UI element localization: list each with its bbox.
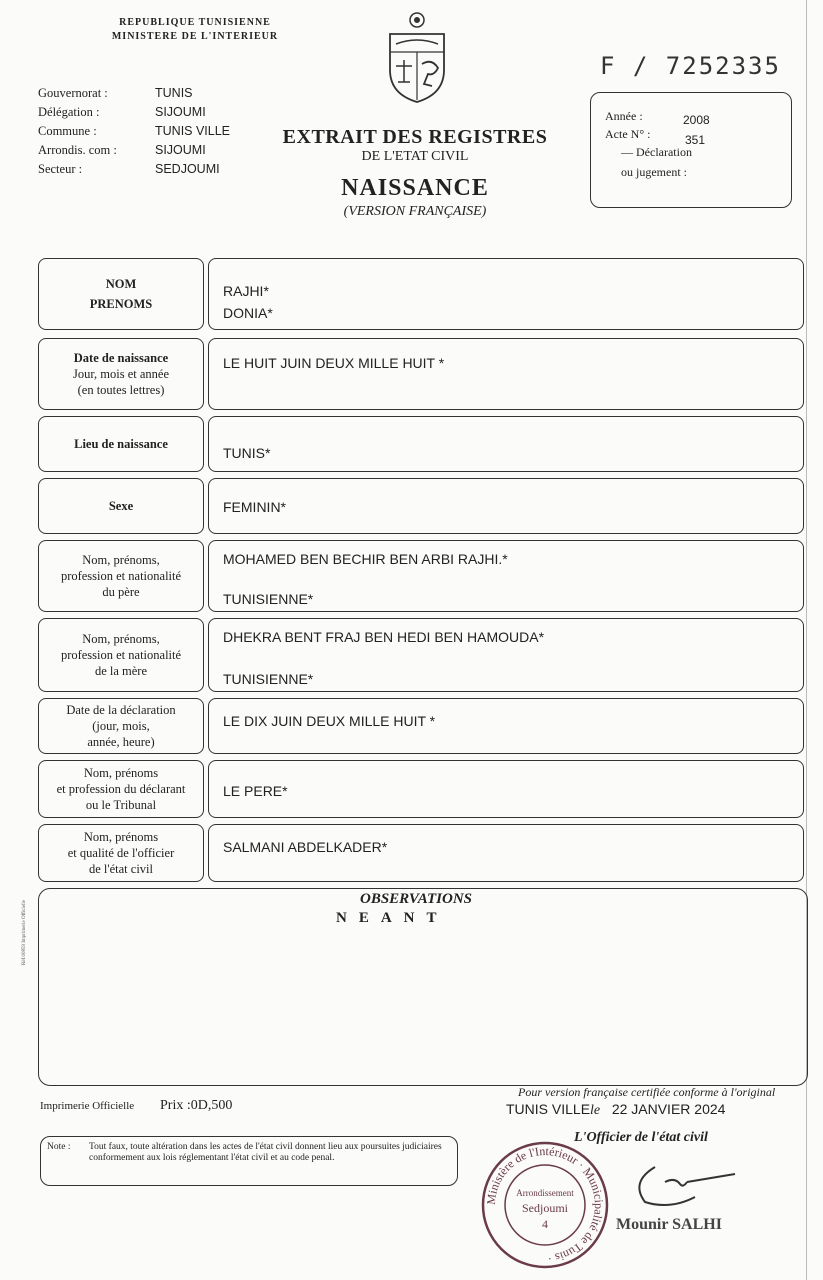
- pere-label: [38, 540, 204, 612]
- admin-value: SIJOUMI: [155, 143, 206, 157]
- sexe-value: [208, 478, 804, 534]
- note-label: Note :: [47, 1142, 71, 1152]
- issuer-header: [60, 16, 330, 44]
- pere-label-3: du père: [102, 585, 140, 599]
- date-naissance-label-2: Jour, mois et année: [72, 367, 169, 381]
- date-naissance-label-3: (en toutes lettres): [77, 383, 165, 397]
- declarant-text: LE PERE*: [223, 783, 288, 799]
- declarant-label-3: ou le Tribunal: [85, 798, 157, 812]
- declaration-date-label: [38, 698, 204, 754]
- official-stamp-icon: [480, 1140, 610, 1270]
- issue-date: 22 JANVIER 2024: [611, 1101, 726, 1117]
- printer-reference: Réf.00859 Imprimerie Officielle: [22, 899, 27, 965]
- officier-text: SALMANI ABDELKADER*: [223, 839, 388, 855]
- officier-label-2: et qualité de l'officier: [67, 846, 175, 860]
- admin-label: Commune :: [38, 124, 97, 138]
- mere-nationalite: TUNISIENNE*: [223, 671, 314, 687]
- lieu-naissance-label-text: Lieu de naissance: [74, 437, 168, 451]
- admin-value: TUNIS: [155, 86, 193, 100]
- document-title-block: [270, 126, 560, 220]
- stamp-line-2: Sedjoumi: [521, 1201, 569, 1215]
- sexe-text: FEMININ*: [223, 499, 286, 515]
- jugement-label: ou jugement :: [621, 165, 687, 179]
- document-serial-number: F / 7252335: [600, 52, 781, 80]
- admin-label: Secteur :: [38, 162, 83, 176]
- mere-value: [208, 618, 804, 692]
- title-version: (VERSION FRANÇAISE): [343, 204, 487, 219]
- republic-label: REPUBLIQUE TUNISIENNE: [119, 17, 271, 28]
- place-le: le: [590, 1103, 601, 1118]
- page-edge-line: [806, 0, 807, 1280]
- annee-value: 2008: [683, 113, 710, 127]
- acte-label: Acte N° :: [605, 127, 651, 141]
- declaration-date-label-1: Date de la déclaration: [66, 703, 176, 717]
- nom-value: RAJHI*: [223, 283, 269, 299]
- certification-text: Pour version française certifiée conforme à l'original: [518, 1085, 776, 1099]
- note-text: Tout faux, toute altération dans les actes de l'état civil donnent lieu aux poursuites judiciaires conformement aux lois réglementant l'état civil et au code penal.: [89, 1142, 442, 1163]
- title-etat-civil: DE L'ETAT CIVIL: [361, 149, 469, 164]
- admin-label: Délégation :: [38, 105, 100, 119]
- nom-prenoms-value: [208, 258, 804, 330]
- ministry-label: MINISTERE DE L'INTERIEUR: [111, 31, 279, 42]
- coat-of-arms-icon: [384, 10, 450, 106]
- stamp-line-1: Arrondissement: [516, 1188, 574, 1198]
- date-naissance-label-1: Date de naissance: [73, 351, 169, 365]
- lieu-naissance-value: [208, 416, 804, 472]
- imprimerie-label: Imprimerie Officielle: [40, 1100, 135, 1112]
- mere-nom: DHEKRA BENT FRAJ BEN HEDI BEN HAMOUDA*: [223, 629, 545, 645]
- observations-text: NEANT: [336, 910, 449, 926]
- sexe-label: [38, 478, 204, 534]
- administrative-info: [38, 86, 278, 181]
- acte-reference-box: [590, 92, 792, 208]
- officer-title: L'Officier de l'état civil: [574, 1130, 708, 1145]
- declaration-label: — Déclaration: [621, 145, 692, 159]
- nom-label: NOM: [105, 277, 137, 291]
- stamp-line-3: 4: [542, 1217, 548, 1231]
- title-extrait: EXTRAIT DES REGISTRES: [282, 126, 548, 148]
- place-city: TUNIS VILLE: [506, 1101, 591, 1117]
- admin-label: Arrondis. com :: [38, 143, 117, 157]
- declarant-label-2: et profession du déclarant: [56, 782, 186, 796]
- date-naissance-label: [38, 338, 204, 410]
- declaration-date-label-3: année, heure): [87, 735, 155, 749]
- lieu-naissance-label: [38, 416, 204, 472]
- prenoms-label: PRENOMS: [89, 297, 153, 311]
- admin-value: TUNIS VILLE: [155, 124, 231, 138]
- declaration-date-label-2: (jour, mois,: [92, 719, 150, 733]
- title-naissance: NAISSANCE: [341, 175, 489, 201]
- declaration-date-value: [208, 698, 804, 754]
- pere-label-2: profession et nationalité: [60, 569, 182, 583]
- admin-label: Gouvernorat :: [38, 86, 108, 100]
- nom-prenoms-label: [38, 258, 204, 330]
- pere-label-1: Nom, prénoms,: [82, 553, 160, 567]
- admin-value: SIJOUMI: [155, 105, 206, 119]
- mere-label-3: de la mère: [94, 664, 148, 678]
- mere-label-1: Nom, prénoms,: [82, 632, 160, 646]
- date-naissance-value: [208, 338, 804, 410]
- declarant-value: [208, 760, 804, 818]
- declaration-date-text: LE DIX JUIN DEUX MILLE HUIT *: [223, 713, 436, 729]
- legal-note: [40, 1136, 458, 1186]
- acte-number: 351: [685, 133, 706, 147]
- lieu-naissance-text: TUNIS*: [223, 445, 271, 461]
- officier-label-1: Nom, prénoms: [83, 830, 159, 844]
- sexe-label-text: Sexe: [108, 499, 134, 513]
- declarant-label-1: Nom, prénoms: [83, 766, 159, 780]
- observations-title: OBSERVATIONS: [360, 891, 472, 907]
- officer-name: Mounir SALHI: [616, 1216, 722, 1233]
- pere-nationalite: TUNISIENNE*: [223, 591, 314, 607]
- mere-label-2: profession et nationalité: [60, 648, 182, 662]
- pere-nom: MOHAMED BEN BECHIR BEN ARBI RAJHI.*: [223, 551, 508, 567]
- handwritten-signature-icon: [625, 1152, 755, 1212]
- stamp-ring-text: Ministère de l'Intérieur · Municipalité de Tunis ·: [483, 1143, 607, 1266]
- prenom-value: DONIA*: [223, 305, 273, 321]
- annee-label: Année :: [605, 109, 643, 123]
- officier-label-3: de l'état civil: [88, 862, 154, 876]
- officier-label: [38, 824, 204, 882]
- place-date-line: [506, 1101, 725, 1119]
- pere-value: [208, 540, 804, 612]
- declarant-label: [38, 760, 204, 818]
- admin-value: SEDJOUMI: [155, 162, 220, 176]
- price-label: Prix :0D,500: [160, 1098, 233, 1113]
- officier-value: [208, 824, 804, 882]
- mere-label: [38, 618, 204, 692]
- date-naissance-text: LE HUIT JUIN DEUX MILLE HUIT *: [223, 355, 445, 371]
